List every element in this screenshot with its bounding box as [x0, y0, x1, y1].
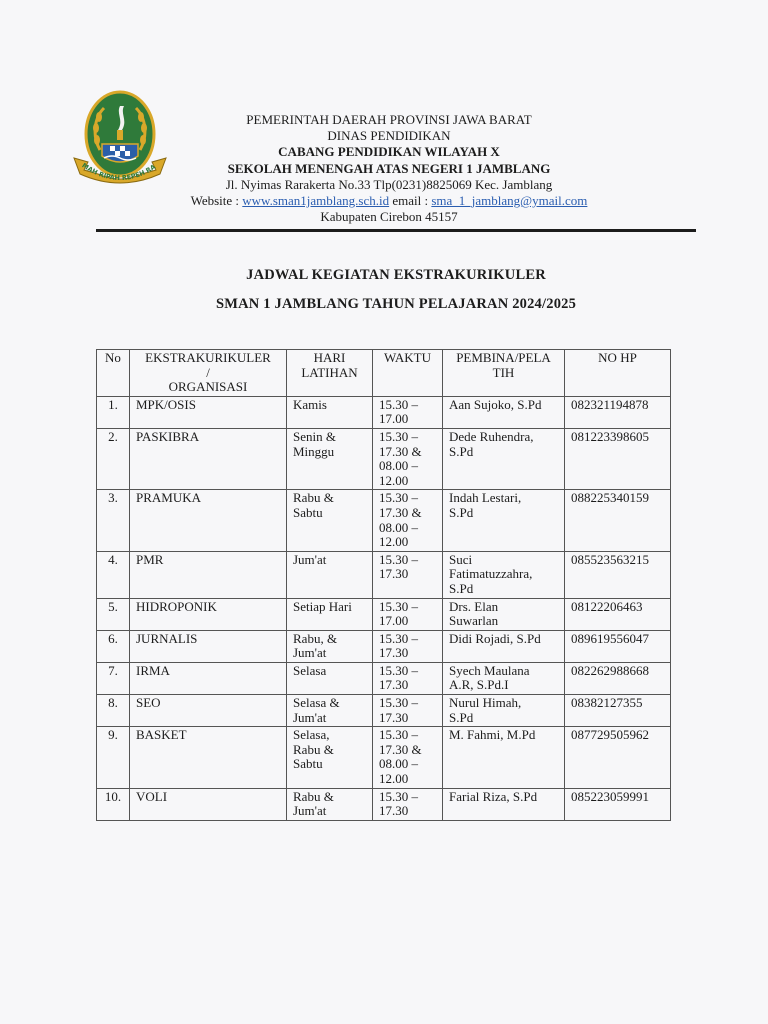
- row-no: 5.: [97, 598, 130, 630]
- phone-number: 089619556047: [565, 630, 671, 662]
- table-row: [97, 727, 671, 788]
- header-ekstrakurikuler: EKSTRAKURIKULER / ORGANISASI: [130, 350, 287, 397]
- phone-number: 08382127355: [565, 695, 671, 727]
- phone-number: 087729505962: [565, 727, 671, 788]
- training-days: Selasa & Jum'at: [287, 695, 373, 727]
- school-city: Kabupaten Cirebon 45157: [320, 209, 458, 225]
- email-link[interactable]: sma_1_jamblang@ymail.com: [431, 193, 588, 209]
- letterhead: [150, 112, 628, 225]
- training-time: 15.30 – 17.30: [373, 695, 443, 727]
- training-days: Rabu & Sabtu: [287, 490, 373, 551]
- website-label: Website :: [190, 193, 243, 209]
- document-subtitle: SMAN 1 JAMBLANG TAHUN PELAJARAN 2024/2025: [215, 296, 577, 312]
- training-days: Kamis: [287, 396, 373, 428]
- row-no: 10.: [97, 788, 130, 820]
- row-no: 7.: [97, 662, 130, 694]
- row-no: 2.: [97, 428, 130, 489]
- phone-number: 082321194878: [565, 396, 671, 428]
- row-no: 9.: [97, 727, 130, 788]
- training-time: 15.30 – 17.00: [373, 396, 443, 428]
- coach-name: Suci Fatimatuzzahra, S.Pd: [443, 551, 565, 598]
- coach-name: M. Fahmi, M.Pd: [443, 727, 565, 788]
- phone-number: 085223059991: [565, 788, 671, 820]
- activity-name: JURNALIS: [130, 630, 287, 662]
- activity-name: VOLI: [130, 788, 287, 820]
- contact-line: [150, 193, 628, 209]
- table-row: [97, 551, 671, 598]
- header-no-hp: NO HP: [565, 350, 671, 397]
- table-row: [97, 490, 671, 551]
- header-hari-latihan: HARI LATIHAN: [287, 350, 373, 397]
- branch-name: CABANG PENDIDIKAN WILAYAH X: [278, 144, 500, 160]
- activity-name: MPK/OSIS: [130, 396, 287, 428]
- training-time: 15.30 – 17.00: [373, 598, 443, 630]
- coach-name: Syech Maulana A.R, S.Pd.I: [443, 662, 565, 694]
- header-pembina: PEMBINA/PELA TIH: [443, 350, 565, 397]
- training-time: 15.30 – 17.30: [373, 551, 443, 598]
- coach-name: Drs. Elan Suwarlan: [443, 598, 565, 630]
- phone-number: 082262988668: [565, 662, 671, 694]
- training-days: Rabu & Jum'at: [287, 788, 373, 820]
- table-row: [97, 630, 671, 662]
- header-waktu: WAKTU: [373, 350, 443, 397]
- activity-name: SEO: [130, 695, 287, 727]
- email-label: email :: [389, 193, 432, 209]
- website-link[interactable]: www.sman1jamblang.sch.id: [242, 193, 390, 209]
- phone-number: 081223398605: [565, 428, 671, 489]
- document-title: JADWAL KEGIATAN EKSTRAKURIKULER: [246, 267, 546, 283]
- department-name: DINAS PENDIDIKAN: [327, 128, 451, 144]
- table-row: [97, 695, 671, 727]
- activity-name: HIDROPONIK: [130, 598, 287, 630]
- table-header-row: [97, 350, 671, 397]
- row-no: 4.: [97, 551, 130, 598]
- activity-name: PMR: [130, 551, 287, 598]
- coach-name: Aan Sujoko, S.Pd: [443, 396, 565, 428]
- training-days: Senin & Minggu: [287, 428, 373, 489]
- table-row: [97, 428, 671, 489]
- table-row: [97, 662, 671, 694]
- training-days: Setiap Hari: [287, 598, 373, 630]
- training-time: 15.30 – 17.30 & 08.00 – 12.00: [373, 428, 443, 489]
- school-address: Jl. Nyimas Rarakerta No.33 Tlp(0231)8825069 Kec. Jamblang: [225, 176, 553, 192]
- row-no: 3.: [97, 490, 130, 551]
- phone-number: 085523563215: [565, 551, 671, 598]
- schedule-table: [96, 349, 671, 821]
- government-name: PEMERINTAH DAERAH PROVINSI JAWA BARAT: [246, 112, 532, 127]
- training-time: 15.30 – 17.30: [373, 662, 443, 694]
- row-no: 6.: [97, 630, 130, 662]
- phone-number: 088225340159: [565, 490, 671, 551]
- training-days: Rabu, & Jum'at: [287, 630, 373, 662]
- activity-name: BASKET: [130, 727, 287, 788]
- row-no: 8.: [97, 695, 130, 727]
- training-time: 15.30 – 17.30 & 08.00 – 12.00: [373, 727, 443, 788]
- training-time: 15.30 – 17.30: [373, 788, 443, 820]
- table-row: [97, 396, 671, 428]
- coach-name: Farial Riza, S.Pd: [443, 788, 565, 820]
- training-days: Selasa, Rabu & Sabtu: [287, 727, 373, 788]
- coach-name: Indah Lestari, S.Pd: [443, 490, 565, 551]
- letterhead-divider: [96, 229, 696, 232]
- coach-name: Nurul Himah, S.Pd: [443, 695, 565, 727]
- activity-name: PASKIBRA: [130, 428, 287, 489]
- header-no: No: [97, 350, 130, 397]
- training-days: Selasa: [287, 662, 373, 694]
- coach-name: Dede Ruhendra, S.Pd: [443, 428, 565, 489]
- training-time: 15.30 – 17.30: [373, 630, 443, 662]
- activity-name: IRMA: [130, 662, 287, 694]
- training-time: 15.30 – 17.30 & 08.00 – 12.00: [373, 490, 443, 551]
- coach-name: Didi Rojadi, S.Pd: [443, 630, 565, 662]
- training-days: Jum'at: [287, 551, 373, 598]
- activity-name: PRAMUKA: [130, 490, 287, 551]
- phone-number: 08122206463: [565, 598, 671, 630]
- svg-text:GEMAH RIPAH REPEH RAPIH: MAH RIPAH REPEH RA: [80, 161, 158, 183]
- school-name: SEKOLAH MENENGAH ATAS NEGERI 1 JAMBLANG: [227, 160, 551, 176]
- table-row: [97, 788, 671, 820]
- table-row: [97, 598, 671, 630]
- row-no: 1.: [97, 396, 130, 428]
